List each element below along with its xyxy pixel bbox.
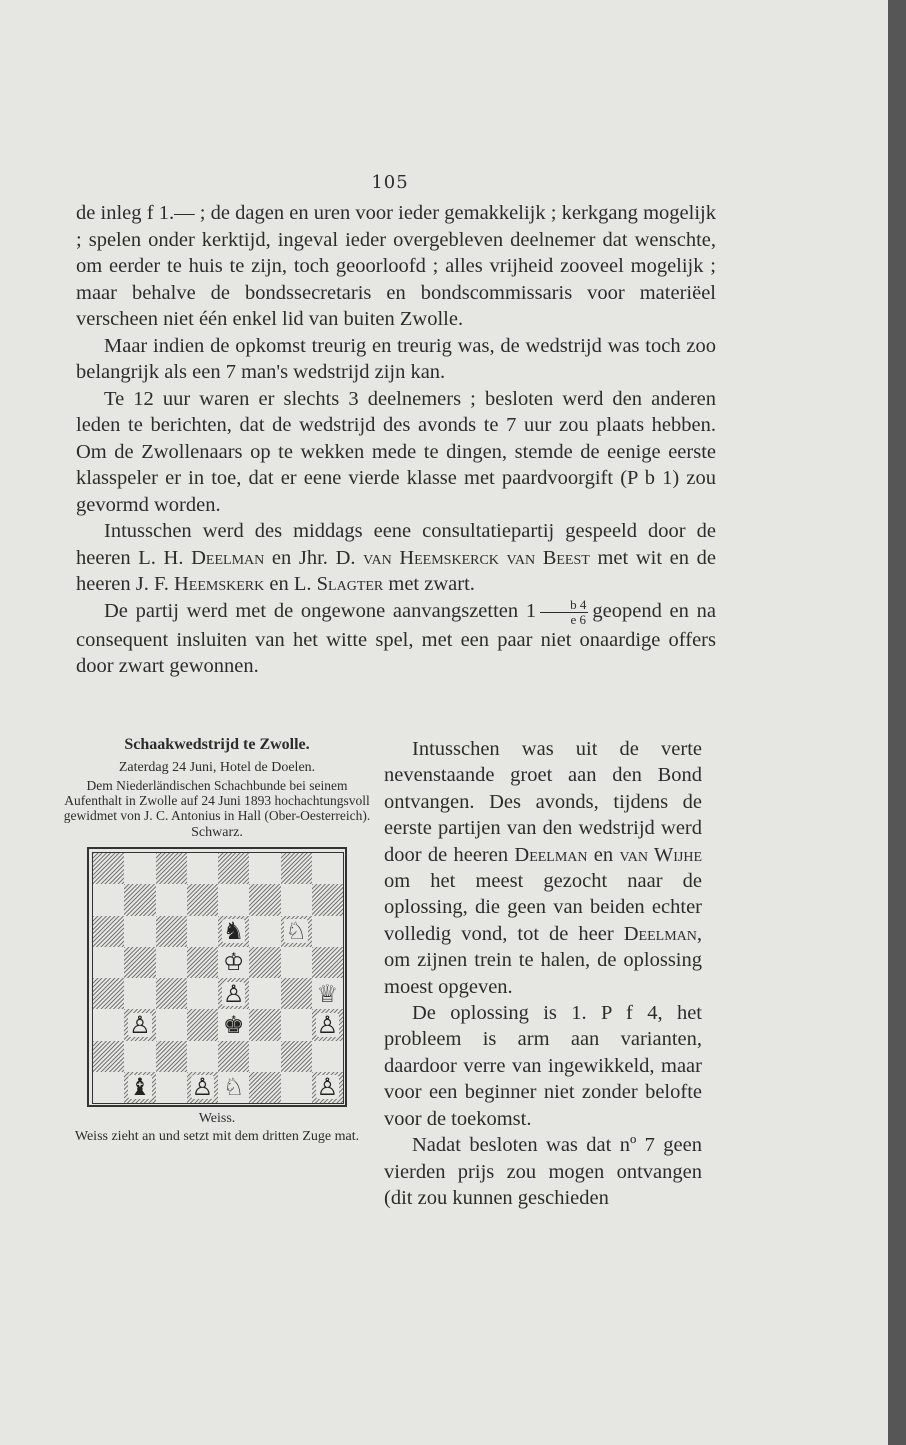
board-square-e7 — [218, 884, 249, 915]
board-square-b2 — [124, 1041, 155, 1072]
board-square-g7 — [281, 884, 312, 915]
board-square-f8 — [249, 853, 280, 884]
white-queen-icon: ♕ — [316, 979, 339, 1008]
white-pawn-icon: ♙ — [222, 979, 245, 1008]
board-square-c3 — [156, 1009, 187, 1040]
board-square-d7 — [187, 884, 218, 915]
board-square-d4 — [187, 978, 218, 1009]
fraction-denominator: e 6 — [570, 611, 587, 627]
white-pawn-icon: ♙ — [316, 1073, 339, 1102]
board-square-g5 — [281, 947, 312, 978]
text-run: , om zijnen trein te halen, de oplossing moest opgeven. — [384, 922, 702, 998]
board-square-f2 — [249, 1041, 280, 1072]
board-square-h6 — [312, 916, 343, 947]
board-square-f7 — [249, 884, 280, 915]
board-square-h2 — [312, 1041, 343, 1072]
white-knight-icon: ♘ — [222, 1073, 245, 1102]
text-run: en Jhr. D. — [264, 546, 364, 569]
board-square-c4 — [156, 978, 187, 1009]
person-name: Deelman — [623, 922, 697, 945]
board-square-h4 — [312, 978, 343, 1009]
text-run: Intusschen werd des middags eene consultatiepartij gespeeld door de heeren L. H. — [76, 520, 716, 569]
board-square-d2 — [187, 1041, 218, 1072]
board-square-b4 — [124, 978, 155, 1009]
board-square-e8 — [218, 853, 249, 884]
board-square-b3 — [124, 1009, 155, 1040]
board-square-g8 — [281, 853, 312, 884]
text-run: De partij werd met de ongewone aanvangszetten 1 — [104, 599, 537, 622]
board-square-c8 — [156, 853, 187, 884]
board-square-d1 — [187, 1072, 218, 1103]
text-run: en L. — [264, 573, 317, 595]
problem-date: Zaterdag 24 Juni, Hotel de Doelen. — [118, 760, 316, 775]
board-square-d3 — [187, 1009, 218, 1040]
paragraph — [384, 736, 702, 1000]
white-pawn-icon: ♙ — [191, 1073, 214, 1102]
paragraph: de inleg f 1.— ; de dagen en uren voor ieder gemakkelijk ; kerkgang mogelijk ; spelen onder kerktijd, ingeval ieder overgebleven deelnemer dat wenschte, om eerder te huis te zijn, toch geoorloofd ; alles vrijheid zooveel mogelijk ; maar behalve de bondssecretaris en bondscommissaris voor materiëel verscheen niet één enkel lid van buiten Zwolle. — [76, 202, 716, 330]
board-square-f1 — [249, 1072, 280, 1103]
board-square-e3 — [218, 1009, 249, 1040]
board-square-f5 — [249, 947, 280, 978]
board-square-b8 — [124, 853, 155, 884]
board-square-a4 — [93, 978, 124, 1009]
white-pawn-icon: ♙ — [316, 1010, 339, 1039]
white-side-label: Weiss. — [198, 1111, 236, 1126]
board-square-h1 — [312, 1072, 343, 1103]
board-square-a6 — [93, 916, 124, 947]
board-square-g2 — [281, 1041, 312, 1072]
board-square-b6 — [124, 916, 155, 947]
paragraph: Nadat besloten was dat nº 7 geen vierden prijs zou mogen ontvangen (dit zou kunnen geschieden — [384, 1134, 702, 1209]
white-pawn-icon: ♙ — [129, 1010, 151, 1039]
person-name: Slagter — [316, 573, 384, 595]
board-square-g3 — [281, 1009, 312, 1040]
board-square-g6 — [281, 916, 312, 947]
paragraph — [76, 518, 716, 598]
board-square-a2 — [93, 1041, 124, 1072]
board-square-d5 — [187, 947, 218, 978]
paragraph — [76, 598, 716, 680]
white-knight-icon: ♘ — [285, 917, 307, 946]
board-square-c7 — [156, 884, 187, 915]
text-run: met zwart. — [383, 573, 475, 595]
text-run: geopend en na consequent insluiten van het witte spel, met een paar niet onaardige offers door zwart gewonnen. — [76, 599, 716, 677]
board-square-h8 — [312, 853, 343, 884]
board-square-h5 — [312, 947, 343, 978]
board-square-e2 — [218, 1041, 249, 1072]
person-name: van Heemskerck van Beest — [363, 546, 590, 569]
board-square-h7 — [312, 884, 343, 915]
board-square-d6 — [187, 916, 218, 947]
paragraph: Maar indien de opkomst treurig en treurig was, de wedstrijd was toch zoo belangrijk als een 7 man's wedstrijd zijn kan. — [76, 334, 716, 383]
board-square-e5 — [218, 947, 249, 978]
board-square-a1 — [93, 1072, 124, 1103]
board-square-f6 — [249, 916, 280, 947]
board-square-b1 — [124, 1072, 155, 1103]
person-name: van Wijhe — [619, 843, 702, 866]
text-run: met wit en de heeren J. F. — [76, 546, 717, 595]
fraction-numerator: b 4 — [540, 598, 588, 613]
board-square-h3 — [312, 1009, 343, 1040]
person-name: Heemskerk — [174, 573, 265, 595]
board-square-f4 — [249, 978, 280, 1009]
board-square-a8 — [93, 853, 124, 884]
black-knight-icon: ♞ — [222, 917, 245, 946]
board-square-c5 — [156, 947, 187, 978]
board-square-c2 — [156, 1041, 187, 1072]
person-name: Deelman — [514, 843, 588, 866]
problem-caption: Weiss zieht an und setzt mit dem dritten Zuge mat. — [74, 1129, 360, 1144]
board-square-g1 — [281, 1072, 312, 1103]
main-text — [76, 200, 716, 680]
problem-title: Schaakwedstrijd te Zwolle. — [124, 736, 310, 753]
board-square-e1 — [218, 1072, 249, 1103]
board-square-a5 — [93, 947, 124, 978]
text-run: en — [587, 843, 620, 866]
board-square-e6 — [218, 916, 249, 947]
black-side-label: Schwarz. — [191, 825, 243, 840]
board-square-c6 — [156, 916, 187, 947]
chess-board-frame — [87, 847, 347, 1107]
black-king-icon: ♚ — [222, 1010, 245, 1039]
board-square-b5 — [124, 947, 155, 978]
chess-problem — [62, 736, 372, 1145]
board-square-a7 — [93, 884, 124, 915]
chess-board — [92, 852, 344, 1104]
right-column-text — [384, 736, 702, 1211]
paragraph: De oplossing is 1. P f 4, het probleem is arm aan varianten, daardoor verre van ingewikkeld, maar voor een beginner niet zonder belofte voor de toekomst. — [384, 1002, 702, 1130]
problem-dedication: Dem Niederländischen Schachbunde bei seinem Aufenthalt in Zwolle auf 24 Juni 1893 hochachtungsvoll gewidmet von J. C. Antonius in Hall (Ober-Oesterreich). — [63, 778, 371, 823]
text-run: om het meest gezocht naar de oplossing, die geen van beiden echter volledig vond, tot de heer — [384, 870, 702, 945]
board-square-a3 — [93, 1009, 124, 1040]
board-square-g4 — [281, 978, 312, 1009]
paragraph: Te 12 uur waren er slechts 3 deelnemers ; besloten werd den anderen leden te berichten, dat de wedstrijd des avonds te 7 uur zou plaats hebben. Om de Zwollenaars op te wekken mede te dingen, stemde de eenige eerste klasspeler er in toe, dat er eene vierde klasse met paardvoorgift (P b 1) zou gevormd worden. — [76, 387, 716, 516]
board-square-e4 — [218, 978, 249, 1009]
page-number: 105 — [371, 172, 409, 193]
board-square-f3 — [249, 1009, 280, 1040]
text-run: Intusschen was uit de verte nevenstaande groet aan den Bond ontvangen. Des avonds, tijdens de eerste partijen van den wedstrijd werd door de heeren — [384, 738, 702, 866]
board-square-b7 — [124, 884, 155, 915]
black-bishop-icon: ♝ — [129, 1073, 151, 1102]
board-square-d8 — [187, 853, 218, 884]
person-name: Deelman — [191, 546, 265, 569]
board-square-c1 — [156, 1072, 187, 1103]
move-fraction — [540, 598, 588, 627]
white-king-icon: ♔ — [222, 948, 245, 977]
